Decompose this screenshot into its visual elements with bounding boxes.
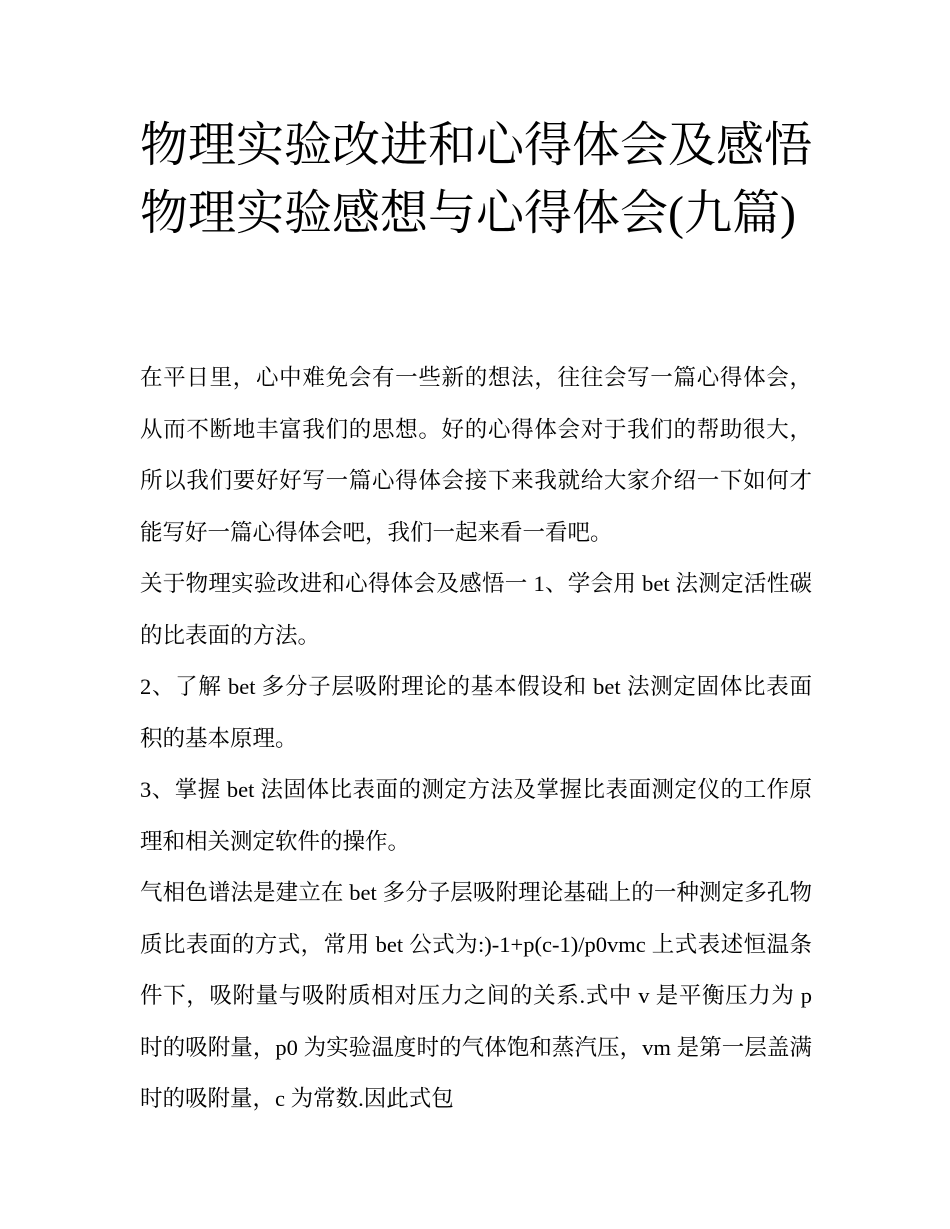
document-title: 物理实验改进和心得体会及感悟 物理实验感想与心得体会(九篇) (140, 119, 813, 240)
paragraph-method: 气相色谱法是建立在 bet 多分子层吸附理论基础上的一种测定多孔物质比表面的方式，常用 bet 公式为:)-1+p(c-1)/p0vmc 上式表述恒温条件下，吸附量与吸附质相对压力之间的关系.式中 v 是平衡压力为 p 时的吸附量，p0 为实验温度时的气体饱和蒸汽压，vm 是第一层盖满时的吸附量，c 为常数.因此式包 (140, 880, 812, 1111)
paragraph-item-2: 2、了解 bet 多分子层吸附理论的基本假设和 bet 法测定固体比表面积的基本原理。 (140, 674, 812, 751)
paragraph-item-1: 关于物理实验改进和心得体会及感悟一 1、学会用 bet 法测定活性碳的比表面的方法。 (140, 571, 812, 648)
paragraph-intro: 在平日里，心中难免会有一些新的想法，往往会写一篇心得体会，从而不断地丰富我们的思想。好的心得体会对于我们的帮助很大，所以我们要好好写一篇心得体会接下来我就给大家介绍一下如何才能写好一篇心得体会吧，我们一起来看一看吧。 (140, 365, 812, 545)
document-body (140, 352, 812, 1125)
paragraph-item-3: 3、掌握 bet 法固体比表面的测定方法及掌握比表面测定仪的工作原理和相关测定软件的操作。 (140, 777, 812, 854)
